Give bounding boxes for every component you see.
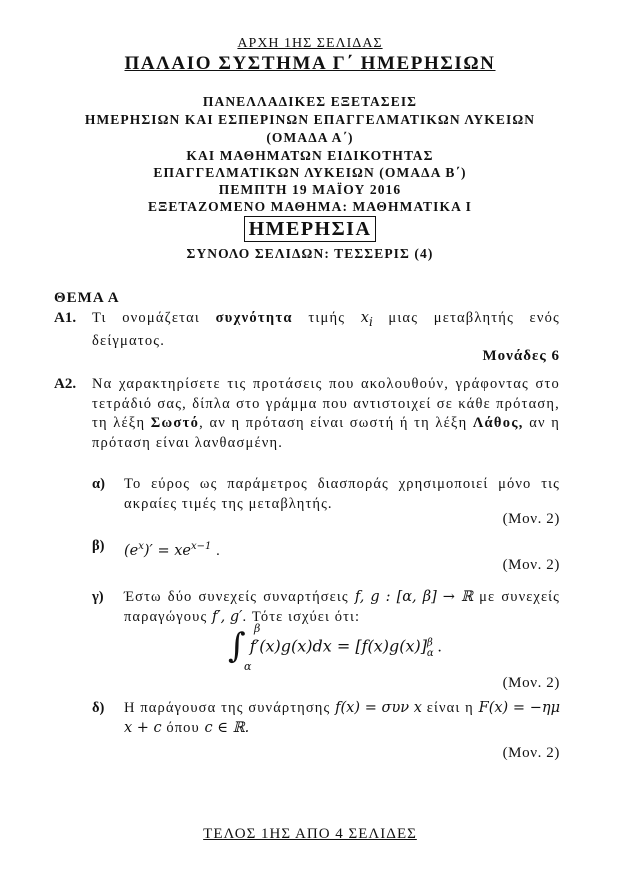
math-subscript: i [368, 314, 373, 329]
question-text [92, 309, 560, 352]
subitem-label: β) [92, 538, 105, 554]
text: Η παράγουσα της συνάρτησης [124, 700, 331, 716]
boxed-label-wrap [0, 216, 620, 242]
text: . Τότε ισχύει ότι: [242, 608, 361, 625]
marks-label: Μονάδες 6 [482, 348, 560, 364]
exam-line: ΚΑΙ ΜΑΘΗΜΑΤΩΝ ΕΙΔΙΚΟΤΗΤΑΣ [186, 148, 434, 163]
math-sup: x−1 [190, 541, 212, 552]
math: (e [124, 542, 139, 559]
text: . [433, 638, 442, 656]
subitem-c [92, 588, 560, 627]
subitem-formula [124, 537, 560, 561]
subitem-text [124, 699, 560, 738]
math: c ∈ ℝ. [204, 719, 250, 736]
total-pages: ΣΥΝΟΛΟ ΣΕΛΙΔΩΝ: ΤΕΣΣΕΡΙΣ (4) [186, 246, 434, 261]
marks-label: (Μον. 2) [502, 675, 560, 691]
text: Έστω δύο συνεχείς συναρτήσεις [124, 589, 349, 605]
text: όπου [166, 719, 200, 736]
subitem-label: δ) [92, 700, 105, 716]
math-sup: x [138, 541, 144, 552]
question-label: Α2. [54, 376, 77, 392]
math-variable [360, 310, 373, 329]
exam-line: (ΟΜΑΔΑ Α΄) [266, 130, 354, 145]
bold-term: συχνότητα [215, 310, 293, 326]
question-a2 [54, 375, 560, 453]
text: , αν η πρόταση είναι σωστή ή τη λέξη [199, 415, 468, 431]
math-sup: β [427, 637, 433, 649]
boxed-day-label: ΗΜΕΡΗΣΙΑ [244, 216, 377, 242]
math: f(x) = συν x [335, 700, 422, 716]
math: )′ = xe [143, 542, 191, 559]
exam-subject: ΕΞΕΤΑΖΟΜΕΝΟ ΜΑΘΗΜΑ: ΜΑΘΗΜΑΤΙΚΑ Ι [147, 199, 473, 214]
subitem-text: Το εύρος ως παράμετρος διασποράς χρησιμοποιεί μόνο τις ακραίες τιμές της μεταβλητής. [124, 476, 560, 512]
integral-lower-limit: α [244, 660, 252, 673]
bold-term: Σωστό [150, 415, 200, 431]
math: F(x) = −ημ x + c [124, 700, 561, 736]
question-a1 [54, 309, 560, 352]
system-title: ΠΑΛΑΙΟ ΣΥΣΤΗΜΑ Γ΄ ΗΜΕΡΗΣΙΩΝ [124, 53, 496, 74]
page-end-footer: ΤΕΛΟΣ 1ΗΣ ΑΠΟ 4 ΣΕΛΙΔΕΣ [203, 826, 417, 842]
exam-date: ΠΕΜΠΤΗ 19 ΜΑΪΟΥ 2016 [218, 182, 402, 197]
text: είναι η [426, 700, 474, 716]
question-label: Α1. [54, 310, 77, 326]
subitem-label: α) [92, 476, 105, 492]
marks-label: (Μον. 2) [502, 745, 560, 761]
text: . [211, 542, 221, 559]
exam-line: ΠΑΝΕΛΛΑΔΙΚΕΣ ΕΞΕΤΑΣΕΙΣ [202, 94, 418, 109]
text: με συνεχείς παραγώγους [124, 589, 560, 625]
page-start-header: ΑΡΧΗ 1ΗΣ ΣΕΛΙΔΑΣ [237, 36, 383, 51]
text: αν η πρόταση είναι λανθασμένη. [92, 415, 561, 451]
math-sub: α [426, 647, 434, 659]
text: μιας μεταβλητής ενός δείγματος. [92, 310, 560, 350]
text: Να χαρακτηρίσετε τις προτάσεις που ακολουθούν, γράφοντας στο τετράδιό σας, δίπλα στο γράμμα που αντιστοιχεί σε κάθε πρόταση, τη λέξη [92, 376, 560, 431]
math: f′, g′ [212, 608, 243, 625]
subitem-text [124, 588, 560, 627]
integral-formula [228, 628, 442, 668]
integral-sign-icon: ∫ [228, 626, 246, 666]
marks-label: (Μον. 2) [502, 557, 560, 573]
marks-label: (Μον. 2) [502, 511, 560, 527]
integral-upper-limit: β [254, 622, 261, 635]
text: Τι ονομάζεται [92, 310, 201, 326]
exam-line: ΗΜΕΡΗΣΙΩΝ ΚΑΙ ΕΣΠΕΡΙΝΩΝ ΕΠΑΓΓΕΛΜΑΤΙΚΩΝ ΛΥΚΕΙΩΝ [84, 112, 536, 127]
subitem-label: γ) [92, 589, 104, 605]
theme-heading: ΘΕΜΑ Α [54, 290, 120, 306]
text: τιμής [308, 310, 346, 326]
bold-term: Λάθος, [472, 415, 524, 431]
math: f′(x)g(x)dx = [f(x)g(x)] [249, 636, 428, 656]
question-text [92, 375, 560, 453]
math: f, g : [α, β] → ℝ [354, 589, 474, 605]
subitem-b [92, 537, 560, 561]
math-x: x [360, 310, 369, 326]
subitem-d [92, 699, 560, 738]
subitem-a [92, 475, 560, 514]
exam-line: ΕΠΑΓΓΕΛΜΑΤΙΚΩΝ ΛΥΚΕΙΩΝ (ΟΜΑΔΑ Β΄) [153, 165, 467, 180]
